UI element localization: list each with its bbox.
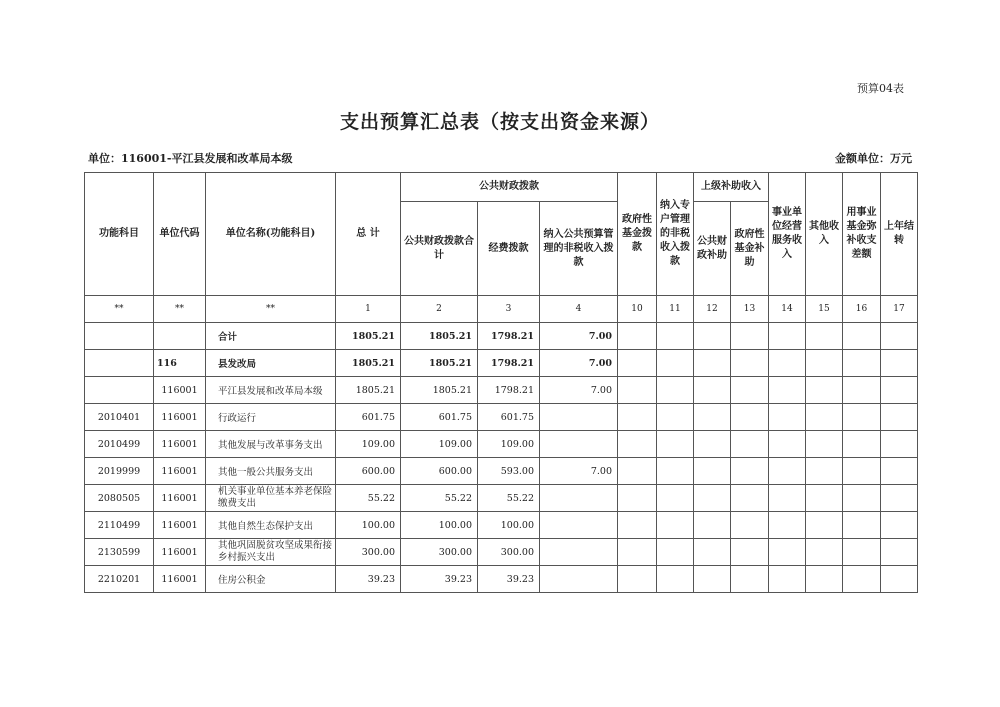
unit-code-cell: 116001 [154, 404, 206, 431]
index-cell: 10 [618, 296, 657, 323]
empty-cell [618, 431, 657, 458]
col-gov-fund: 政府性基金拨款 [618, 173, 657, 296]
col-carryover: 上年结转 [881, 173, 918, 296]
empty-cell [769, 485, 806, 512]
col-pf-total: 公共财政拨款合计 [401, 202, 478, 296]
empty-cell [843, 566, 881, 593]
empty-cell [657, 323, 694, 350]
funds-cell: 109.00 [478, 431, 540, 458]
total-cell: 601.75 [336, 404, 401, 431]
empty-cell [769, 431, 806, 458]
empty-cell [657, 566, 694, 593]
unit-name-cell: 其他发展与改革事务支出 [206, 431, 336, 458]
total-cell: 300.00 [336, 539, 401, 566]
col-public-finance: 公共财政拨款 [401, 173, 618, 202]
empty-cell [881, 323, 918, 350]
empty-cell [843, 404, 881, 431]
func-subject-cell [85, 350, 154, 377]
empty-cell [843, 458, 881, 485]
empty-cell [769, 350, 806, 377]
non-tax-cell [540, 512, 618, 539]
empty-cell [881, 404, 918, 431]
empty-cell [806, 539, 843, 566]
unit-name-cell: 其他一般公共服务支出 [206, 458, 336, 485]
col-total: 总 计 [336, 173, 401, 296]
empty-cell [731, 431, 769, 458]
funds-cell: 1798.21 [478, 377, 540, 404]
non-tax-cell: 7.00 [540, 323, 618, 350]
unit-code-cell: 116001 [154, 377, 206, 404]
empty-cell [694, 485, 731, 512]
index-cell: 1 [336, 296, 401, 323]
total-cell: 1805.21 [336, 377, 401, 404]
non-tax-cell [540, 404, 618, 431]
func-subject-cell: 2010499 [85, 431, 154, 458]
empty-cell [731, 512, 769, 539]
func-subject-cell: 2130599 [85, 539, 154, 566]
empty-cell [843, 350, 881, 377]
index-cell: 16 [843, 296, 881, 323]
total-cell: 109.00 [336, 431, 401, 458]
unit-name-cell: 其他巩固脱贫攻坚成果衔接乡村振兴支出 [206, 539, 336, 566]
index-cell: 3 [478, 296, 540, 323]
index-cell: 4 [540, 296, 618, 323]
budget-table [84, 172, 918, 593]
empty-cell [769, 512, 806, 539]
empty-cell [694, 323, 731, 350]
empty-cell [843, 377, 881, 404]
funds-cell: 1798.21 [478, 323, 540, 350]
table-row [85, 539, 918, 566]
empty-cell [806, 431, 843, 458]
index-cell: 12 [694, 296, 731, 323]
empty-cell [881, 539, 918, 566]
col-special-non-tax: 纳入专户管理的非税收入拨款 [657, 173, 694, 296]
col-reserve: 用事业基金弥补收支差额 [843, 173, 881, 296]
funds-cell: 1798.21 [478, 350, 540, 377]
pf-total-cell: 55.22 [401, 485, 478, 512]
unit-code-cell: 116001 [154, 485, 206, 512]
empty-cell [881, 431, 918, 458]
empty-cell [843, 539, 881, 566]
empty-cell [694, 539, 731, 566]
col-sup-gov: 政府性基金补助 [731, 202, 769, 296]
empty-cell [731, 566, 769, 593]
funds-cell: 100.00 [478, 512, 540, 539]
non-tax-cell [540, 539, 618, 566]
empty-cell [657, 350, 694, 377]
index-cell: 13 [731, 296, 769, 323]
empty-cell [806, 566, 843, 593]
empty-cell [618, 458, 657, 485]
col-unit-name: 单位名称(功能科目) [206, 173, 336, 296]
empty-cell [694, 566, 731, 593]
empty-cell [694, 404, 731, 431]
index-cell: ** [206, 296, 336, 323]
unit-label: 单位：116001-平江县发展和改革局本级 [88, 152, 293, 165]
func-subject-cell [85, 323, 154, 350]
table-row [85, 377, 918, 404]
empty-cell [618, 566, 657, 593]
unit-name-cell: 合计 [206, 323, 336, 350]
col-func-subject: 功能科目 [85, 173, 154, 296]
table-row [85, 458, 918, 485]
empty-cell [657, 404, 694, 431]
index-cell: 11 [657, 296, 694, 323]
non-tax-cell: 7.00 [540, 377, 618, 404]
table-row [85, 431, 918, 458]
col-superior: 上级补助收入 [694, 173, 769, 202]
amount-unit-label: 金额单位：万元 [835, 152, 912, 165]
total-cell: 1805.21 [336, 350, 401, 377]
empty-cell [769, 539, 806, 566]
empty-cell [881, 566, 918, 593]
form-code-label: 预算04表 [857, 82, 904, 95]
non-tax-cell [540, 485, 618, 512]
unit-code-cell [154, 323, 206, 350]
total-cell: 55.22 [336, 485, 401, 512]
empty-cell [731, 350, 769, 377]
table-row [85, 566, 918, 593]
empty-cell [694, 431, 731, 458]
index-cell: ** [85, 296, 154, 323]
table-row [85, 323, 918, 350]
empty-cell [618, 377, 657, 404]
empty-cell [881, 485, 918, 512]
empty-cell [731, 377, 769, 404]
index-cell: 14 [769, 296, 806, 323]
unit-code-cell: 116001 [154, 458, 206, 485]
table-row [85, 404, 918, 431]
unit-code-cell: 116001 [154, 566, 206, 593]
index-cell: 2 [401, 296, 478, 323]
empty-cell [881, 350, 918, 377]
non-tax-cell: 7.00 [540, 458, 618, 485]
total-cell: 39.23 [336, 566, 401, 593]
col-unit-code: 单位代码 [154, 173, 206, 296]
empty-cell [657, 377, 694, 404]
unit-name-cell: 其他自然生态保护支出 [206, 512, 336, 539]
empty-cell [881, 377, 918, 404]
empty-cell [843, 512, 881, 539]
empty-cell [843, 485, 881, 512]
pf-total-cell: 1805.21 [401, 323, 478, 350]
non-tax-cell: 7.00 [540, 350, 618, 377]
empty-cell [731, 458, 769, 485]
index-row [85, 296, 918, 323]
total-cell: 1805.21 [336, 323, 401, 350]
empty-cell [618, 323, 657, 350]
empty-cell [731, 539, 769, 566]
empty-cell [694, 377, 731, 404]
unit-name-cell: 机关事业单位基本养老保险缴费支出 [206, 485, 336, 512]
pf-total-cell: 100.00 [401, 512, 478, 539]
empty-cell [618, 404, 657, 431]
non-tax-cell [540, 431, 618, 458]
unit-code-cell: 116001 [154, 512, 206, 539]
empty-cell [657, 485, 694, 512]
pf-total-cell: 1805.21 [401, 350, 478, 377]
unit-name-cell: 平江县发展和改革局本级 [206, 377, 336, 404]
empty-cell [769, 404, 806, 431]
total-cell: 100.00 [336, 512, 401, 539]
total-cell: 600.00 [336, 458, 401, 485]
index-cell: 15 [806, 296, 843, 323]
empty-cell [806, 323, 843, 350]
pf-total-cell: 109.00 [401, 431, 478, 458]
unit-code-cell: 116001 [154, 539, 206, 566]
empty-cell [731, 485, 769, 512]
col-funds: 经费拨款 [478, 202, 540, 296]
empty-cell [731, 404, 769, 431]
func-subject-cell [85, 377, 154, 404]
empty-cell [843, 323, 881, 350]
empty-cell [694, 350, 731, 377]
empty-cell [731, 323, 769, 350]
empty-cell [694, 512, 731, 539]
func-subject-cell: 2110499 [85, 512, 154, 539]
col-other: 其他收入 [806, 173, 843, 296]
empty-cell [806, 512, 843, 539]
empty-cell [618, 350, 657, 377]
func-subject-cell: 2010401 [85, 404, 154, 431]
empty-cell [769, 458, 806, 485]
index-cell: 17 [881, 296, 918, 323]
table-row [85, 512, 918, 539]
pf-total-cell: 300.00 [401, 539, 478, 566]
unit-name-cell: 行政运行 [206, 404, 336, 431]
empty-cell [806, 350, 843, 377]
index-cell: ** [154, 296, 206, 323]
funds-cell: 593.00 [478, 458, 540, 485]
pf-total-cell: 1805.21 [401, 377, 478, 404]
empty-cell [657, 431, 694, 458]
empty-cell [694, 458, 731, 485]
table-row [85, 485, 918, 512]
empty-cell [769, 377, 806, 404]
col-sup-public: 公共财政补助 [694, 202, 731, 296]
empty-cell [806, 485, 843, 512]
empty-cell [806, 458, 843, 485]
empty-cell [618, 512, 657, 539]
func-subject-cell: 2019999 [85, 458, 154, 485]
empty-cell [881, 458, 918, 485]
page-title: 支出预算汇总表（按支出资金来源） [339, 111, 660, 133]
empty-cell [843, 431, 881, 458]
unit-name-cell: 县发改局 [206, 350, 336, 377]
funds-cell: 300.00 [478, 539, 540, 566]
empty-cell [806, 404, 843, 431]
empty-cell [769, 566, 806, 593]
empty-cell [657, 458, 694, 485]
func-subject-cell: 2210201 [85, 566, 154, 593]
funds-cell: 601.75 [478, 404, 540, 431]
empty-cell [806, 377, 843, 404]
pf-total-cell: 601.75 [401, 404, 478, 431]
pf-total-cell: 600.00 [401, 458, 478, 485]
empty-cell [881, 512, 918, 539]
funds-cell: 39.23 [478, 566, 540, 593]
empty-cell [618, 485, 657, 512]
funds-cell: 55.22 [478, 485, 540, 512]
func-subject-cell: 2080505 [85, 485, 154, 512]
empty-cell [657, 539, 694, 566]
table-row [85, 350, 918, 377]
col-business: 事业单位经营服务收入 [769, 173, 806, 296]
unit-code-cell: 116 [154, 350, 206, 377]
unit-code-cell: 116001 [154, 431, 206, 458]
pf-total-cell: 39.23 [401, 566, 478, 593]
non-tax-cell [540, 566, 618, 593]
empty-cell [769, 323, 806, 350]
unit-name-cell: 住房公积金 [206, 566, 336, 593]
empty-cell [618, 539, 657, 566]
empty-cell [657, 512, 694, 539]
col-non-tax: 纳入公共预算管理的非税收入拨款 [540, 202, 618, 296]
